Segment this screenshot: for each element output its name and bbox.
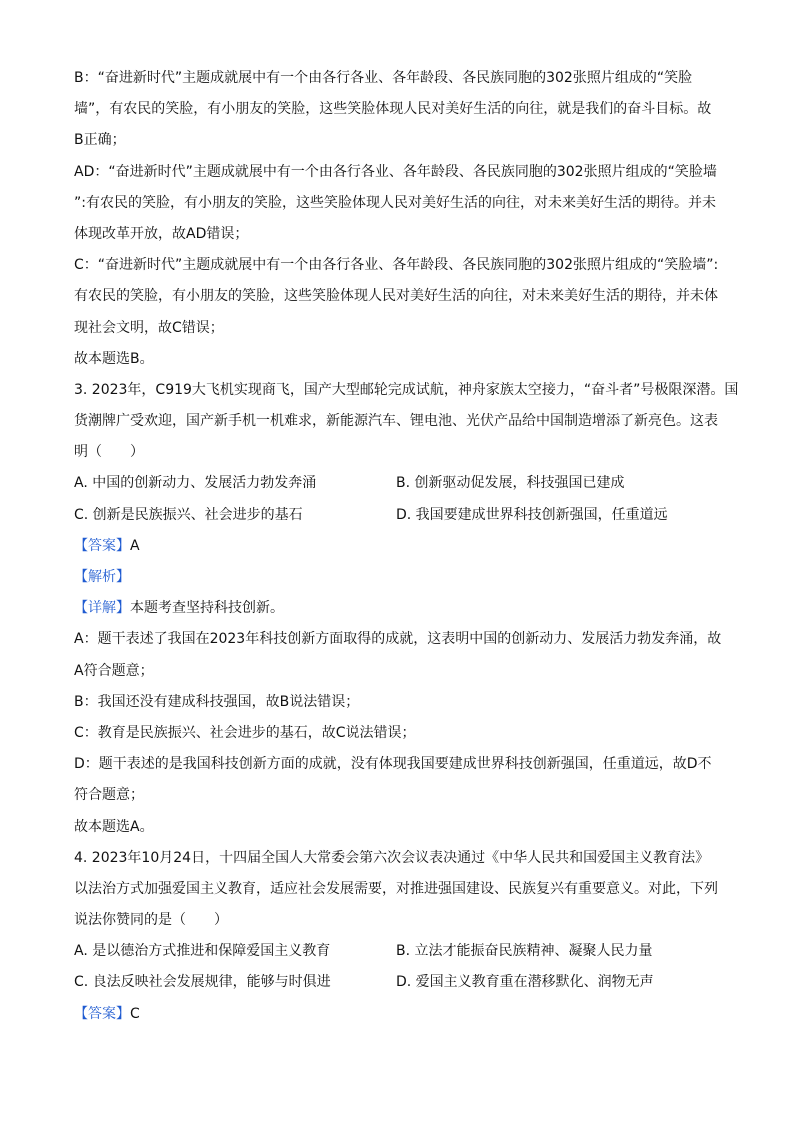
- q2-c-line-1: C：“奋进新时代”主题成就展中有一个由各行各业、各年龄段、各民族同胞的302张照片组成的“笑脸墙”:: [74, 257, 719, 274]
- q4-option-c: C. 良法反映社会发展规律，能够与时俱进: [74, 974, 331, 991]
- q4-stem-line-2: 以法治方式加强爱国主义教育，适应社会发展需要，对推进强国建设、民族复兴有重要意义。对此，下列: [74, 880, 718, 897]
- q3-conclusion: 故本题选A。: [74, 818, 154, 835]
- q2-c-line-2: 有农民的笑脸，有小朋友的笑脸，这些笑脸体现人民对美好生活的向往，对未来美好生活的期待，并未体: [74, 288, 718, 305]
- q3-option-d: D. 我国要建成世界科技创新强国，任重道远: [396, 506, 668, 523]
- q3-stem-line-3: 明（ ）: [74, 444, 144, 461]
- answer-value: A: [130, 537, 140, 554]
- q3-options-row-1: [74, 468, 720, 499]
- q3-expl-line-3: B：我国还没有建成科技强国，故B说法错误；: [74, 693, 360, 710]
- q3-expl-line-1: A：题干表述了我国在2023年科技创新方面取得的成就，这表明中国的创新动力、发展活力勃发奔涌，故: [74, 631, 722, 648]
- q2-ad-line-2: ”:有农民的笑脸，有小朋友的笑脸，这些笑脸体现人民对美好生活的向往，对未来美好生活的期待。并未: [74, 194, 716, 211]
- q2-conclusion: 故本题选B。: [74, 350, 154, 367]
- answer-value: C: [130, 1005, 140, 1022]
- q2-ad-line-1: AD：“奋进新时代”主题成就展中有一个由各行各业、各年龄段、各民族同胞的302张照片组成的“笑脸墙: [74, 163, 717, 180]
- q4-options-row-1: [74, 936, 720, 967]
- q3-option-b: B. 创新驱动促发展，科技强国已建成: [396, 475, 625, 492]
- q3-option-a: A. 中国的创新动力、发展活力勃发奔涌: [74, 475, 317, 492]
- q3-answer: [74, 531, 720, 562]
- q4-answer: [74, 999, 720, 1030]
- q2-b-line-2: 墙”，有农民的笑脸，有小朋友的笑脸，这些笑脸体现人民对美好生活的向往，就是我们的奋斗目标。故: [74, 101, 712, 118]
- q3-detail: [74, 593, 720, 624]
- q4-option-a: A. 是以德治方式推进和保障爱国主义教育: [74, 943, 331, 960]
- q3-expl-line-5: D：题干表述的是我国科技创新方面的成就，没有体现我国要建成世界科技创新强国，任重道远，故D不: [74, 756, 712, 773]
- q4-options-row-2: [74, 967, 720, 998]
- q3-stem-line-2: 货潮牌广受欢迎，国产新手机一机难求，新能源汽车、锂电池、光伏产品给中国制造增添了新亮色。这表: [74, 413, 718, 430]
- q4-stem-line-1: 4. 2023年10月24日，十四届全国人大常委会第六次会议表决通过《中华人民共和国爱国主义教育法》: [74, 849, 710, 866]
- q2-ad-line-3: 体现改革开放，故AD错误；: [74, 225, 249, 242]
- q4-option-b: B. 立法才能振奋民族精神、凝聚人民力量: [396, 943, 653, 960]
- answer-label: 【答案】: [74, 1005, 130, 1022]
- q3-expl-line-2: A符合题意；: [74, 662, 154, 679]
- analysis-label: 【解析】: [74, 569, 130, 585]
- q3-expl-line-6: 符合题意；: [74, 787, 144, 804]
- q3-expl-line-4: C：教育是民族振兴、社会进步的基石，故C说法错误；: [74, 724, 416, 741]
- q2-c-line-3: 现社会文明，故C错误；: [74, 319, 224, 336]
- answer-label: 【答案】: [74, 537, 130, 554]
- q2-b-line-3: B正确；: [74, 132, 126, 149]
- q3-option-c: C. 创新是民族振兴、社会进步的基石: [74, 506, 303, 523]
- q4-stem-line-3: 说法你赞同的是（ ）: [74, 912, 228, 929]
- q2-b-line-1: B：“奋进新时代”主题成就展中有一个由各行各业、各年龄段、各民族同胞的302张照片组成的“笑脸: [74, 70, 693, 86]
- detail-label: 【详解】: [74, 600, 130, 617]
- q3-analysis-label: [74, 562, 720, 593]
- q3-options-row-2: [74, 500, 720, 531]
- q4-option-d: D. 爱国主义教育重在潜移默化、润物无声: [396, 974, 654, 991]
- q3-stem-line-1: 3. 2023年，C919大飞机实现商飞，国产大型邮轮完成试航，神舟家族太空接力，“奋斗者”号极限深潜。国: [74, 381, 739, 398]
- detail-text: 本题考查坚持科技创新。: [130, 600, 284, 617]
